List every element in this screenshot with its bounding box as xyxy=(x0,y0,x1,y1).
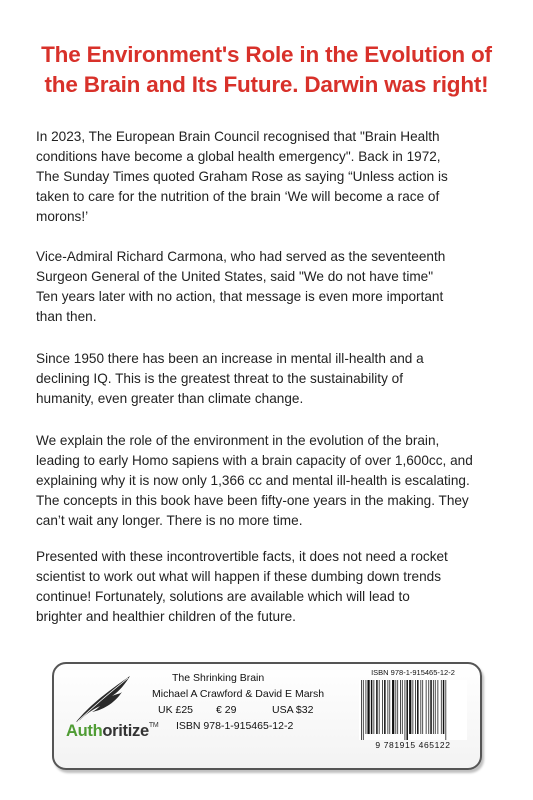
barcode-bar xyxy=(366,680,367,734)
paragraph-line: leading to early Homo sapiens with a brain capacity of over 1,600cc, and xyxy=(36,453,473,468)
barcode-bar xyxy=(415,680,416,734)
barcode-bar xyxy=(420,680,421,734)
barcode-image xyxy=(359,680,467,740)
paragraph-line: Surgeon General of the United States, said "We do not have time" xyxy=(36,269,434,284)
book-title: The Shrinking Brain xyxy=(172,672,265,684)
barcode-bar xyxy=(382,680,383,734)
paragraph-line: brighter and healthier children of the future. xyxy=(36,609,296,624)
feather-quill-icon xyxy=(68,672,138,724)
barcode-bar xyxy=(388,680,389,734)
barcode-bar xyxy=(441,680,442,734)
barcode-bar xyxy=(392,680,394,734)
barcode-bar xyxy=(426,680,427,734)
book-authors: Michael A Crawford & David E Marsh xyxy=(152,688,325,700)
barcode-area xyxy=(354,668,472,762)
paragraph-line: declining IQ. This is the greatest threat to the sustainability of xyxy=(36,371,403,386)
barcode-bar xyxy=(363,680,364,740)
barcode-bar xyxy=(361,680,362,740)
barcode-bar xyxy=(397,680,398,734)
paragraph-line: can’t wait any longer. There is no more time. xyxy=(36,513,303,528)
barcode-bar xyxy=(438,680,439,734)
cover-title xyxy=(20,40,513,100)
paragraph-line: than then. xyxy=(36,309,97,324)
barcode-bar xyxy=(379,680,380,734)
barcode-bar xyxy=(395,680,396,734)
barcode-bar xyxy=(422,680,423,734)
paragraph-line: continue! Fortunately, solutions are available which will lead to xyxy=(36,589,410,604)
book-info xyxy=(152,670,352,734)
paragraph-line: We explain the role of the environment in the evolution of the brain, xyxy=(36,433,440,448)
paragraph-line: humanity, even greater than climate change. xyxy=(36,391,304,406)
barcode-bar xyxy=(443,680,445,734)
paragraph-line: morons!’ xyxy=(36,209,89,224)
barcode-bar xyxy=(428,680,429,734)
logo-text-green: Auth xyxy=(66,722,103,740)
paragraph-3 xyxy=(36,349,424,409)
barcode-bar xyxy=(389,680,390,734)
price-row xyxy=(152,702,352,718)
paragraph-line: The Sunday Times quoted Graham Rose as saying “Unless action is xyxy=(36,169,448,184)
barcode-bar xyxy=(409,680,411,734)
paragraph-line: In 2023, The European Brain Council recognised that "Brain Health xyxy=(36,129,440,144)
barcode-isbn-label: ISBN 978-1-915465-12-2 xyxy=(371,668,455,677)
paragraph-line: scientist to work out what will happen if these dumbing down trends xyxy=(36,569,442,584)
paragraph-line: explaining why it is now only 1,366 cc and mental ill-health is escalating. xyxy=(36,473,470,488)
paragraph-line: taken to care for the nutrition of the brain ‘We will become a race of xyxy=(36,189,440,204)
paragraph-line: Vice-Admiral Richard Carmona, who had served as the seventeenth xyxy=(36,249,446,264)
barcode-bar xyxy=(367,680,369,734)
barcode-bar xyxy=(445,680,446,740)
barcode-bar xyxy=(400,680,401,734)
book-isbn: ISBN 978-1-915465-12-2 xyxy=(176,720,294,732)
paragraph-2 xyxy=(36,247,445,327)
paragraph-line: Since 1950 there has been an increase in mental ill-health and a xyxy=(36,351,424,366)
paragraph-5 xyxy=(36,547,448,627)
barcode-bar xyxy=(413,680,414,734)
barcode-bar xyxy=(406,680,408,740)
paragraph-line: conditions have become a global health emergency". Back in 1972, xyxy=(36,149,441,164)
publisher-logo xyxy=(66,722,158,741)
barcode-bar xyxy=(384,680,386,734)
barcode-bar xyxy=(374,680,375,734)
barcode-digits: 9 781915 465122 xyxy=(375,740,451,750)
publisher-info-box xyxy=(52,662,482,770)
barcode-bar xyxy=(405,680,406,740)
barcode-bar xyxy=(435,680,436,734)
paragraph-line: Presented with these incontrovertible facts, it does not need a rocket xyxy=(36,549,448,564)
paragraph-line: The concepts in this book have been fifty-one years in the making. They xyxy=(36,493,469,508)
barcode-bar xyxy=(376,680,378,734)
price-eu: € 29 xyxy=(216,704,237,716)
logo-text-dark: oritize xyxy=(102,722,149,740)
barcode-bar xyxy=(402,680,403,734)
price-uk: UK £25 xyxy=(158,704,194,716)
paragraph-line: Ten years later with no action, that message is even more important xyxy=(36,289,444,304)
barcode-bar xyxy=(430,680,432,734)
paragraph-4 xyxy=(36,431,473,531)
barcode-bar xyxy=(371,680,373,734)
price-us: USA $32 xyxy=(272,704,314,716)
cover-title-line-1: The Environment's Role in the Evolution of xyxy=(41,42,492,67)
barcode-bar xyxy=(433,680,434,734)
cover-title-line-2: the Brain and Its Future. Darwin was right! xyxy=(44,72,489,97)
paragraph-1 xyxy=(36,127,448,227)
barcode-bar xyxy=(417,680,419,734)
trademark-mark: TM xyxy=(148,722,159,729)
